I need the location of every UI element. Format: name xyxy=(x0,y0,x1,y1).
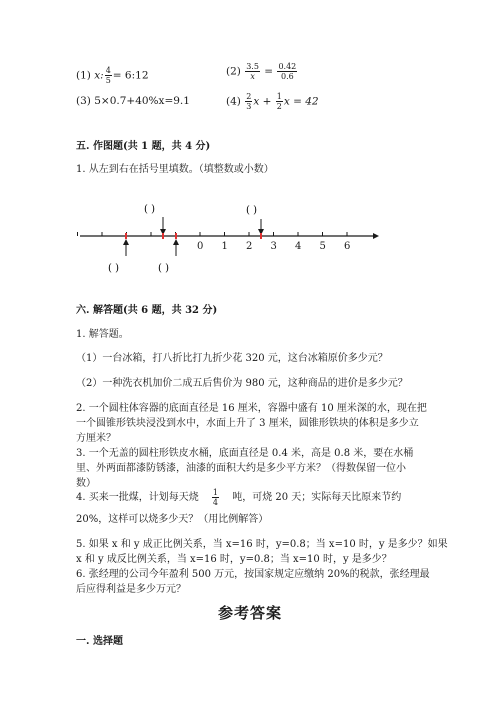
question-text: 5. 如果 x 和 y 成正比例关系，当 x=16 时，y=0.8；当 x=10 时，y 是多少？如果 xyxy=(76,539,448,550)
arrow-up-icon xyxy=(123,239,129,256)
number-line xyxy=(70,198,390,280)
question-text: 数） xyxy=(76,478,96,489)
question-text: 里、外两面都漆防锈漆，油漆的面积大约是多少平方米？（得数保留一位小 xyxy=(76,463,406,474)
fraction: $\frac{2}{3}$ xyxy=(246,92,252,111)
question-text: （1）一台冰箱，打八折比打九折少花 320 元，这台冰箱原价多少元？ xyxy=(76,353,388,364)
question-text: 6. 张经理的公司今年盈利 500 万元，按国家规定应缴纳 20%的税款，张经理最 xyxy=(76,569,430,580)
fraction: $\frac{3.5}{x}$ xyxy=(246,62,259,81)
fraction: $\frac{4}{5}$ xyxy=(105,66,111,85)
question-text: 方厘米？ xyxy=(76,433,116,444)
answers-title: 参考答案 xyxy=(217,604,282,622)
fraction: $\frac{0.42}{0.6}$ xyxy=(278,62,297,81)
section-heading: 六. 解答题(共 6 题，共 32 分) xyxy=(76,305,218,316)
equation-2: (2) $\frac{3.5}{x}$ = $\frac{0.42}{0.6}$ xyxy=(226,62,297,81)
tick-label: 1 xyxy=(221,241,228,252)
question-text: x 和 y 成反比例关系，当 x=16 时，y=0.8；当 x=10 时，y 是多少？ xyxy=(76,554,392,565)
blank-above-2: ( ) xyxy=(246,205,257,216)
question-text: 1. 从左到右在括号里填数。（填整数或小数） xyxy=(76,164,274,175)
tick-labels xyxy=(197,241,350,252)
tick-label: 6 xyxy=(344,241,351,252)
question-text: 2. 一个圆柱体容器的底面直径是 16 厘米，容器中盛有 10 厘米深的水，现在把 xyxy=(76,403,427,414)
question-text: （2）一种洗衣机加价二成五后售价为 980 元，这种商品的进价是多少元？ xyxy=(76,378,408,389)
arrow-up-icon xyxy=(173,239,179,256)
section-heading: 一. 选择题 xyxy=(76,636,123,647)
question-text: 1. 解答题。 xyxy=(76,329,129,340)
question-text: 后应得利益是多少万元？ xyxy=(76,584,186,595)
fraction: $\frac{1}{2}$ xyxy=(276,92,282,111)
tick-label: 2 xyxy=(246,241,253,252)
arrow-down-icon xyxy=(160,217,166,235)
question-text: 3. 一个无盖的圆柱形铁皮水桶，底面直径是 0.4 米，高是 0.8 米，要在水桶 xyxy=(76,448,414,459)
arrow-down-icon xyxy=(258,219,264,235)
section-heading: 五. 作图题(共 1 题，共 4 分) xyxy=(76,141,211,152)
question-text: 4. 买来一批煤，计划每天烧 $\frac{1}{4}$ 吨，可烧 20 天；实际每天比原来节约 xyxy=(76,488,402,507)
question-text: 一个圆锥形铁块浸没到水中，水面上升了 3 厘米，圆锥形铁块的体积是多少立 xyxy=(76,418,419,429)
tick-label: 0 xyxy=(197,241,204,252)
equation-4: (4) $\frac{2}{3}$ x + $\frac{1}{2}$ x = 42 xyxy=(226,92,319,111)
fraction: $\frac{1}{4}$ xyxy=(212,488,219,507)
blank-below-2: ( ) xyxy=(158,263,169,274)
blank-above-1: ( ) xyxy=(144,204,155,215)
blank-below-1: ( ) xyxy=(108,263,119,274)
tick-label: 5 xyxy=(319,241,326,252)
axis-arrow-icon xyxy=(373,233,379,239)
equation-1: (1) x: $\frac{4}{5}$ = 6:12 xyxy=(76,66,149,85)
question-text: 20%，这样可以烧多少天？（用比例解答） xyxy=(76,514,269,525)
tick-label: 4 xyxy=(295,241,302,252)
tick-label: 3 xyxy=(270,241,277,252)
equation-3: (3) 5×0.7+40%x=9.1 xyxy=(76,95,190,107)
tick-marks xyxy=(78,232,348,236)
